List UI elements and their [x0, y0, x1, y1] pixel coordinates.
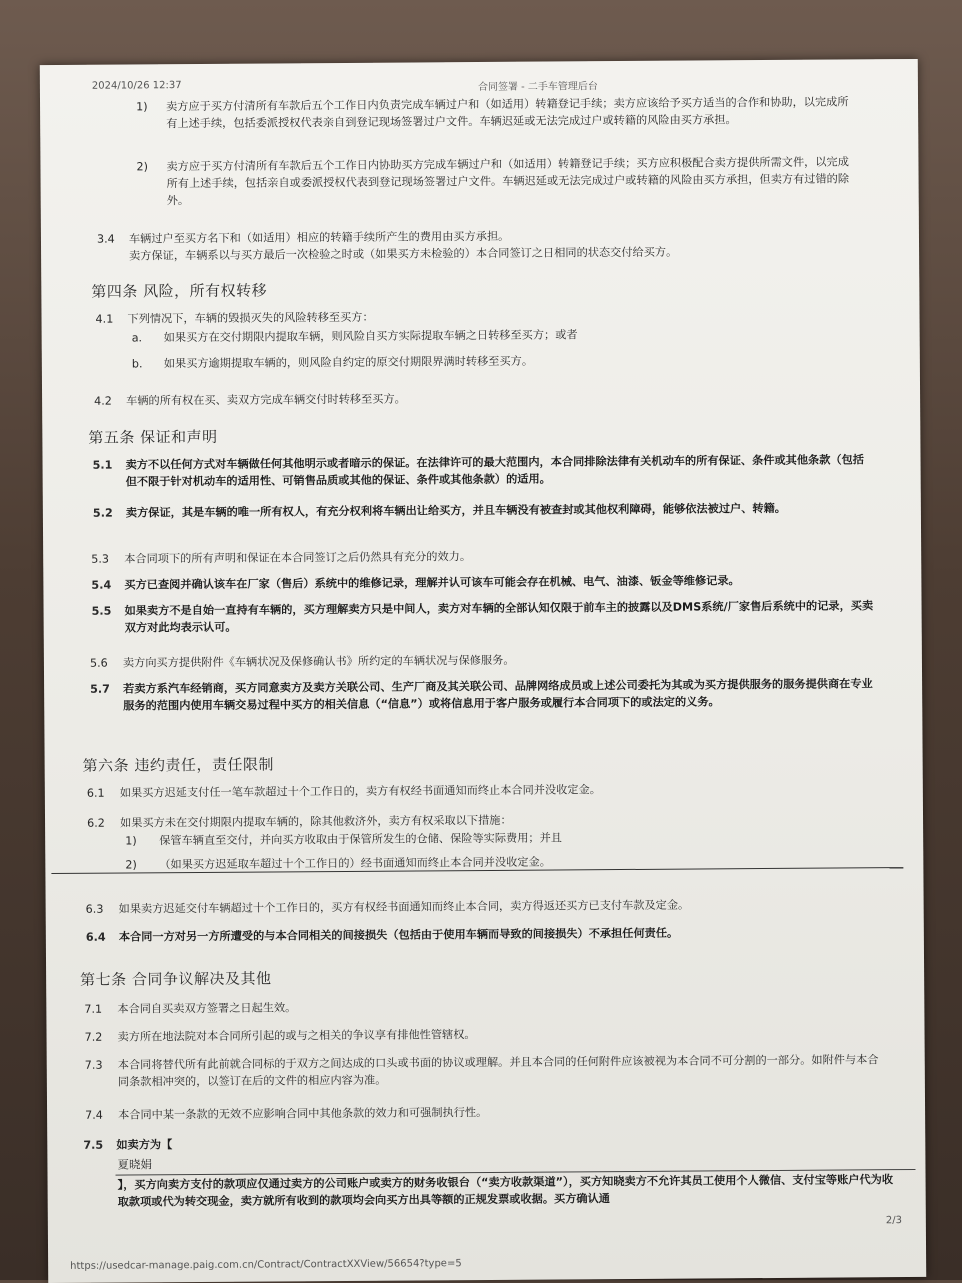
clause-3-3-2: 2) 卖方应于买方付清所有车款后五个工作日内协助买方完成车辆过户和（如适用）转籍登记手续；买方应积极配合卖方提供所需文件，以完成所有上述手续，包括亲自或委派授权代表到登记现场签署过户文件。车辆迟延或无法完成过户或转籍的风险由买方承担，但卖方有过错的除外。 — [136, 155, 850, 208]
clause-7-5-text: 】，买方向卖方支付的款项应仅通过卖方的公司账户或卖方的财务收银台（“卖方收款渠道”），买方知晓卖方不允许其员工使用个人微信、支付宝等账户代为收取款项或代为转交现金，卖方就所有收到的款项均会向买方出具等额的正规发票或收据。买方确认通 — [117, 1173, 894, 1209]
article-6-heading: 第六条 违约责任，责任限制 — [82, 755, 274, 775]
clause-5-2: 5.2 卖方保证，其是车辆的唯一所有权人，有充分权利将车辆出让给买方，并且车辆没有被查封或其他权利障碍，能够依法被过户、转籍。 — [92, 501, 786, 520]
contract-page — [40, 59, 926, 1283]
clause-7-4: 7.4 本合同中某一条款的无效不应影响合同中其他条款的效力和可强制执行性。 — [85, 1105, 488, 1122]
clause-5-6: 5.6 卖方向买方提供附件《车辆状况及保修确认书》所约定的车辆状况与保修服务。 — [89, 653, 515, 670]
clause-4-2: 4.2 车辆的所有权在买、卖双方完成车辆交付时转移至买方。 — [94, 392, 406, 408]
clause-7-2: 7.2 卖方所在地法院对本合同所引起的或与之相关的争议享有排他性管辖权。 — [84, 1028, 476, 1044]
seller-name: 夏晓娟 — [117, 1157, 152, 1172]
clause-7-1: 7.1 本合同自买卖双方签署之日起生效。 — [84, 1001, 297, 1016]
clause-5-5: 5.5 如果卖方不是自始一直持有车辆的，买方理解卖方只是中间人，卖方对车辆的全部认知仅限于前车主的披露以及DMS系统/厂家售后系统中的记录，买卖双方对此均表示认可。 — [91, 599, 874, 635]
clause-4-1-b: b. 如果买方逾期提取车辆的，则风险自约定的原交付期限界满时转移至买方。 — [131, 354, 534, 371]
clause-4-1-a: a. 如果买方在交付期限内提取车辆，则风险自买方实际提取车辆之日转移至买方；或者 — [131, 328, 578, 345]
clause-3-4: 3.4 车辆过户至买方名下和（如适用）相应的转籍手续所产生的费用由买方承担。 卖方保证，车辆系以与买方最后一次检验之时或（如果买方未检验的）本合同签订之日相同的状态交付给买方。 — [96, 229, 678, 263]
clause-5-7: 5.7 若卖方系汽车经销商，买方同意卖方及卖方关联公司、生产厂商及其关联公司、品牌网络成员或上述公司委托为其或为买方提供服务的服务提供商在专业服务的范围内使用车辆交易过程中买方的相关信息（“信息”）或将信息用于客户服务或履行本合同项下的或法定的义务。 — [90, 677, 873, 713]
clause-6-4: 6.4 本合同一方对另一方所遭受的与本合同相关的间接损失（包括由于使用车辆而导致的间接损失）不承担任何责任。 — [85, 926, 679, 944]
print-page-title: 合同签署 - 二手车管理后台 — [477, 81, 598, 94]
clause-5-3: 5.3 本合同项下的所有声明和保证在本合同签订之后仍然具有充分的效力。 — [91, 550, 472, 566]
print-datetime: 2024/10/26 12:37 — [91, 80, 182, 92]
clause-6-2: 6.2 如果买方未在交付期限内提取车辆的，除其他救济外，卖方有权采取以下措施： — [87, 813, 512, 830]
clause-5-1: 5.1 卖方不以任何方式对车辆做任何其他明示或者暗示的保证。在法律许可的最大范围内，本合同排除法律有关机动车的所有保证、条件或其他条款（包括但不限于针对机动车的适用性、可销售品质或其他的保证、条件或其他条款）的适用。 — [92, 453, 864, 489]
print-url: https://usedcar-manage.paig.com.cn/Contract/ContractXXView/56654?type=5 — [70, 1258, 462, 1272]
clause-5-4: 5.4 买方已查阅并确认该车在厂家（售后）系统中的维修记录，理解并认可该车可能会存在机械、电气、油漆、钣金等维修记录。 — [91, 574, 740, 592]
clause-7-5-lead: 7.5 如卖方为【 — [83, 1138, 173, 1152]
clause-3-3-1: 1) 卖方应于买方付清所有车款后五个工作日内负责完成车辆过户和（如适用）转籍登记手续；卖方应该给予买方适当的合作和协助，以完成所有上述手续，包括委派授权代表亲自到登记现场签署过户文件。车辆迟延或无法完成过户或转籍的风险由买方承担。 — [136, 95, 849, 131]
clause-7-3: 7.3 本合同将替代所有此前就合同标的于双方之间达成的口头或书面的协议或理解。并且本合同的任何附件应该被视为本合同不可分割的一部分。如附件与本合同条款相冲突的，以签订在后的文件的相应内容为准。 — [84, 1053, 879, 1089]
clause-4-1: 4.1 下列情况下，车辆的毁损灭失的风险转移至买方： — [95, 310, 374, 326]
clause-6-1: 6.1 如果买方迟延支付任一笔车款超过十个工作日的，卖方有权经书面通知而终止本合同并没收定金。 — [86, 783, 601, 800]
clause-6-2-2: 2) （如果买方迟延取车超过十个工作日的）经书面通知而终止本合同并没收定金。 — [125, 855, 551, 872]
article-7-heading: 第七条 合同争议解决及其他 — [80, 969, 272, 989]
article-4-heading: 第四条 风险，所有权转移 — [91, 281, 268, 301]
page-number: 2/3 — [885, 1215, 902, 1227]
clause-6-3: 6.3 如果卖方迟延交付车辆超过十个工作日的，买方有权经书面通知而终止本合同，卖方得返还买方已支付车款及定金。 — [85, 898, 690, 916]
article-5-heading: 第五条 保证和声明 — [88, 427, 218, 447]
clause-6-2-1: 1) 保管车辆直至交付，并向买方收取由于保管所发生的仓储、保险等实际费用；并且 — [125, 831, 562, 848]
